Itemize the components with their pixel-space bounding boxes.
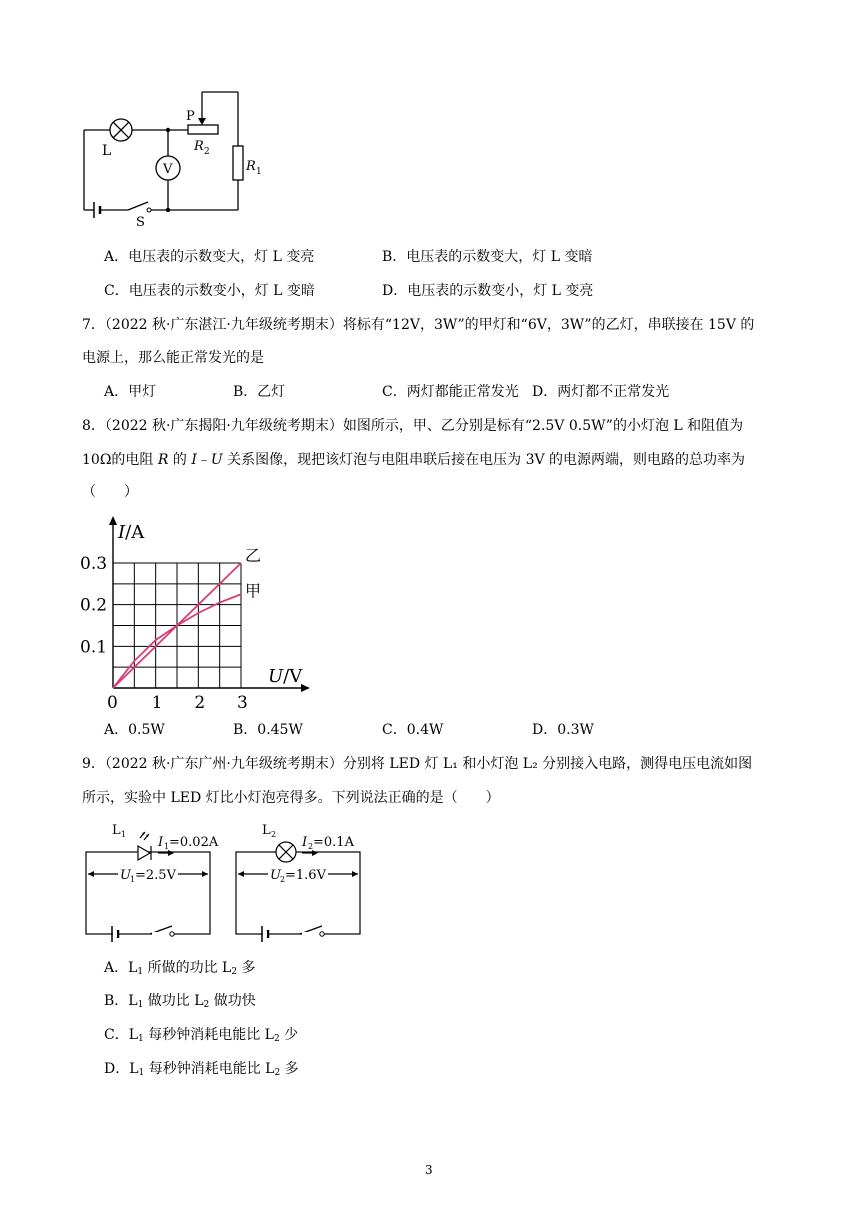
q8-stem-line2: 10Ω的电阻 R 的 I﹣U 关系图像，现把该灯泡与电阻串联后接在电压为 3V 的电源两端，则电路的总功率为 <box>82 452 746 468</box>
y-tick-label: 0.2 <box>80 595 108 616</box>
voltmeter-label: V <box>163 162 173 177</box>
q9-circuits-figure <box>80 818 380 948</box>
led-label: L <box>112 823 121 838</box>
led-label-sub: 1 <box>121 830 127 839</box>
i1-sub: 1 <box>164 842 170 851</box>
slider-label: P <box>186 109 195 124</box>
q8-option-c: C．0.4W <box>382 722 444 738</box>
q9-option-c: C．$L_1$ 每秒钟消耗电能比 $L_2$ 少 <box>104 1027 299 1044</box>
u2-label: U <box>270 868 281 883</box>
q9-option-a: A．$L_1$ 所做的功比 $L_2$ 多 <box>104 960 256 977</box>
u1-value: =2.5V <box>135 868 176 883</box>
y-axis-arrow <box>109 516 117 525</box>
q8-option-d: D．0.3W <box>532 722 594 738</box>
r2-sub: 2 <box>204 147 210 157</box>
x-tick-label: 2 <box>194 693 206 712</box>
iu-chart <box>78 512 318 712</box>
q9-stem-line2: 所示，实验中 LED 灯比小灯泡亮得多。下列说法正确的是（ ） <box>82 790 500 806</box>
q9-option-b: B．$L_1$ 做功比 $L_2$ 做功快 <box>104 993 256 1010</box>
x-tick-label: 1 <box>151 693 163 712</box>
q7-option-d: D．两灯都不正常发光 <box>532 384 670 400</box>
u2-sub: 2 <box>280 875 286 884</box>
q7-stem-line2: 电源上，那么能正常发光的是 <box>82 350 264 366</box>
x-axis-arrow <box>301 684 310 692</box>
q6-option-a: A．电压表的示数变大，灯 L 变亮 <box>104 249 315 265</box>
q6-circuit-figure <box>80 88 270 228</box>
y-axis-label: I/A <box>118 522 145 543</box>
q6-option-b: B．电压表的示数变大，灯 L 变暗 <box>382 249 593 265</box>
lamp2-label: L <box>262 823 271 838</box>
q9-option-d: D．$L_1$ 每秒钟消耗电能比 $L_2$ 多 <box>104 1061 299 1078</box>
i2-label: I <box>302 835 308 850</box>
u2-value: =1.6V <box>285 868 326 883</box>
lamp2-label-sub: 2 <box>271 830 277 839</box>
r1-label: R <box>246 159 256 174</box>
x-axis-label: U/V <box>268 666 303 687</box>
q7-option-c: C．两灯都能正常发光 <box>382 384 519 400</box>
q9-stem-line1: 9．（2022 秋·广东广州·九年级统考期末）分别将 LED 灯 L₁ 和小灯泡 L₂ 分别接入电路，测得电压电流如图 <box>82 756 753 772</box>
q8-stem-line3: （ ） <box>82 484 138 500</box>
q7-option-b: B．乙灯 <box>233 384 286 400</box>
series-label-1: 甲 <box>245 581 262 601</box>
page-number: 3 <box>425 1163 433 1177</box>
u1-sub: 1 <box>130 875 136 884</box>
lamp-label: L <box>102 143 112 159</box>
switch-label: S <box>136 215 145 228</box>
q7-option-a: A．甲灯 <box>104 384 157 400</box>
q7-stem-line1: 7．（2022 秋·广东湛江·九年级统考期末）将标有“12V，3W”的甲灯和“6V，3W”的乙灯，串联接在 15V 的 <box>82 317 755 333</box>
y-tick-label: 0.3 <box>80 554 108 574</box>
y-tick-label: 0.1 <box>80 637 108 658</box>
r1-sub: 1 <box>256 167 262 177</box>
q6-option-c: C．电压表的示数变小，灯 L 变暗 <box>104 283 315 299</box>
q8-stem-line1: 8．（2022 秋·广东揭阳·九年级统考期末）如图所示，甲、乙分别是标有“2.5V 0.5W”的小灯泡 L 和阻值为 <box>82 418 744 434</box>
x-tick-label: 0 <box>107 693 118 712</box>
r2-label: R <box>194 139 204 154</box>
u1-label: U <box>120 868 131 883</box>
x-tick-label: 3 <box>237 693 248 712</box>
series-label-0: 乙 <box>245 546 262 565</box>
i2-sub: 2 <box>308 842 314 851</box>
q8-option-b: B．0.45W <box>233 722 303 738</box>
i1-label: I <box>158 835 164 850</box>
i1-value: =0.02A <box>169 835 219 850</box>
q8-option-a: A．0.5W <box>104 722 165 738</box>
q6-option-d: D．电压表的示数变小，灯 L 变亮 <box>382 283 594 299</box>
i2-value: =0.1A <box>313 835 354 850</box>
